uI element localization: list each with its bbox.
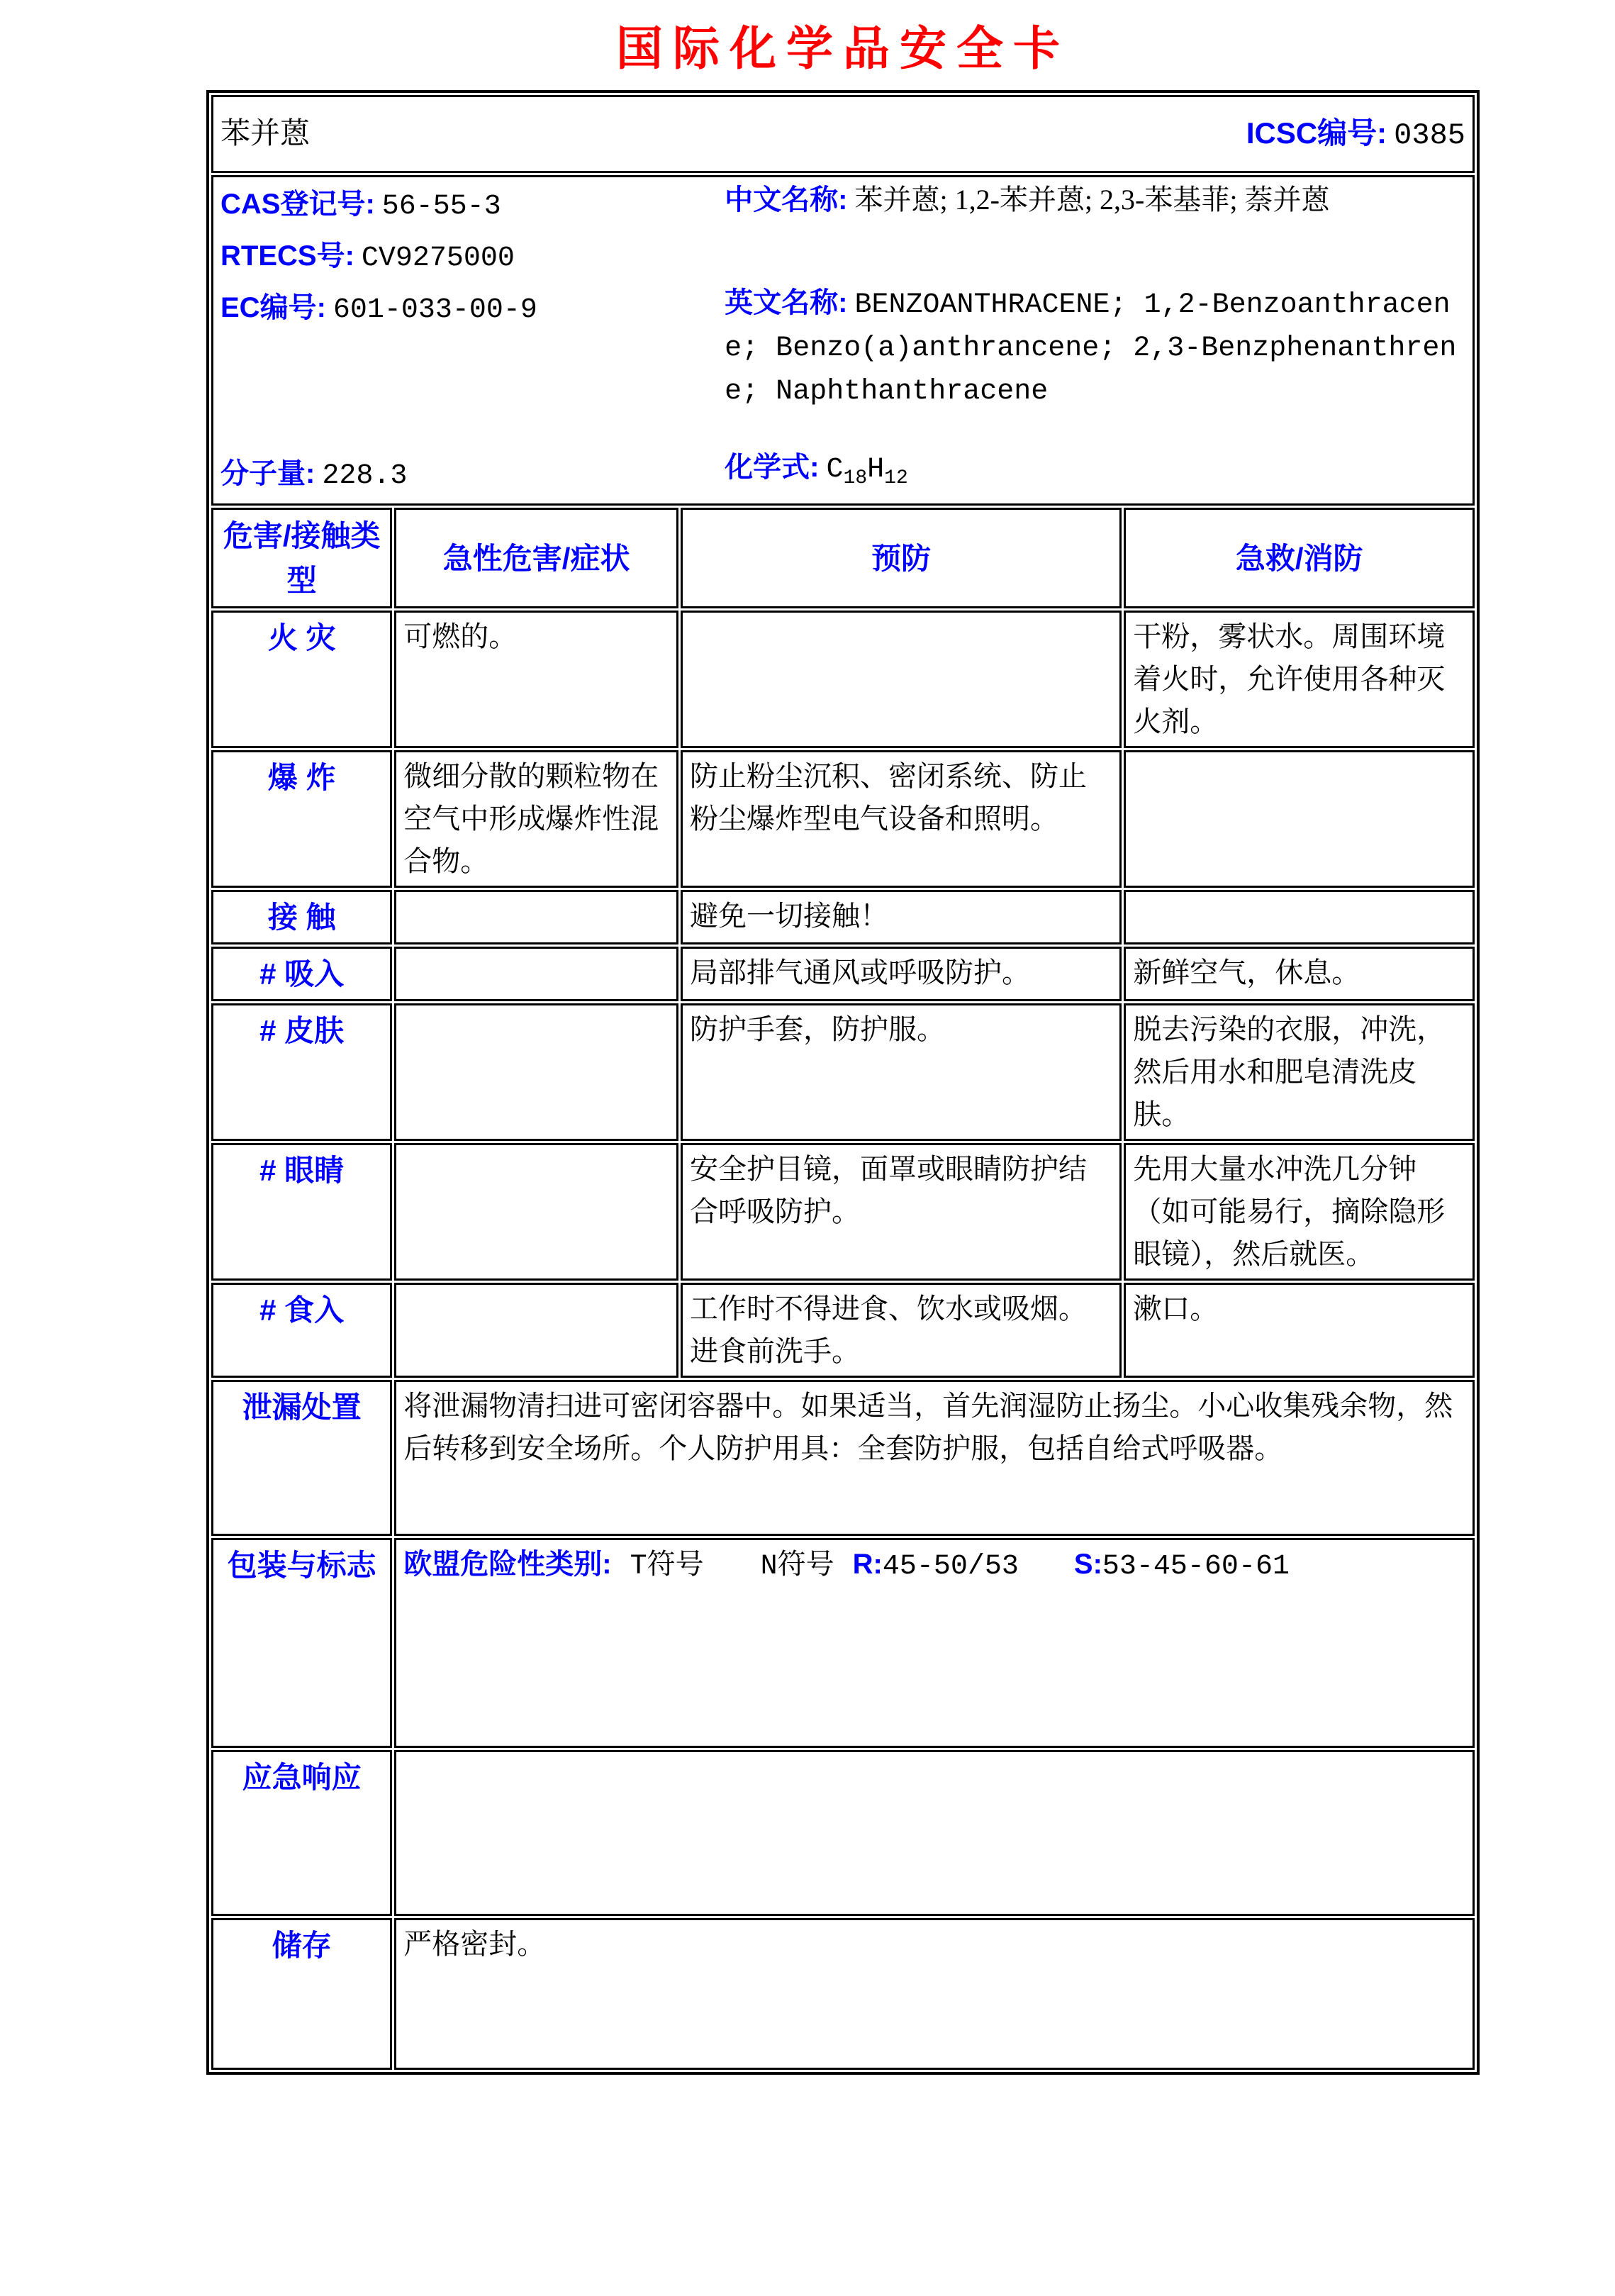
- emergency-response-content: [394, 1750, 1475, 1916]
- inhalation-first-aid: 新鲜空气，休息。: [1124, 947, 1475, 1001]
- contact-first-aid: [1124, 890, 1475, 944]
- table-row-fire: [211, 611, 1475, 748]
- header-row: [211, 95, 1475, 173]
- icsc-value: 0385: [1394, 118, 1465, 152]
- english-name-value: BENZOANTHRACENE; 1,2-Benzoanthracene; Benzo(a)anthrancene; 2,3-Benzphenanthrene; Naphthanthracene: [725, 289, 1457, 408]
- packaging-content: [394, 1538, 1475, 1748]
- spill-disposal-content: 将泄漏物清扫进可密闭容器中。如果适当，首先润湿防止扬尘。小心收集残余物，然后转移到安全场所。个人防护用具：全套防护服，包括自给式呼吸器。: [394, 1380, 1475, 1536]
- ingestion-prevention: 工作时不得进食、饮水或吸烟。进食前洗手。: [681, 1283, 1122, 1378]
- contact-prevention: 避免一切接触！: [681, 890, 1122, 944]
- inhalation-symptoms: [394, 947, 678, 1001]
- chemical-formula-label: 化学式:: [725, 452, 820, 484]
- row-label-eyes: # 眼睛: [211, 1143, 392, 1281]
- eu-n-symbol: N符号: [760, 1551, 834, 1583]
- eu-t-symbol: T符号: [630, 1551, 704, 1583]
- row-label-inhalation: # 吸入: [211, 947, 392, 1001]
- eyes-first-aid: 先用大量水冲洗几分钟（如可能易行，摘除隐形眼镜），然后就医。: [1124, 1143, 1475, 1281]
- hazard-header-symptoms: 急性危害/症状: [394, 508, 678, 608]
- row-label-fire: 火 灾: [211, 611, 392, 748]
- header-cell: [211, 95, 1475, 173]
- info-row: [211, 175, 1475, 506]
- icsc-card-page: [206, 21, 1480, 2075]
- eu-hazard-class-label: 欧盟危险性类别:: [403, 1549, 612, 1581]
- chemical-formula-line: [725, 446, 1465, 494]
- safety-card-table: [206, 90, 1480, 2075]
- cas-number-line: [220, 180, 725, 232]
- english-name-label: 英文名称:: [725, 287, 848, 319]
- chinese-name-paragraph: [725, 180, 1465, 221]
- hazard-header-firstaid: 急救/消防: [1124, 508, 1475, 608]
- molecular-weight-value: 228.3: [322, 460, 408, 493]
- hazard-header-prevention: 预防: [681, 508, 1122, 608]
- contact-symptoms: [394, 890, 678, 944]
- table-row-explosion: [211, 750, 1475, 888]
- skin-symptoms: [394, 1003, 678, 1141]
- english-name-paragraph: [725, 283, 1465, 412]
- explosion-prevention: 防止粉尘沉积、密闭系统、防止粉尘爆炸型电气设备和照明。: [681, 750, 1122, 888]
- table-row-contact: [211, 890, 1475, 944]
- explosion-first-aid: [1124, 750, 1475, 888]
- explosion-symptoms: 微细分散的颗粒物在空气中形成爆炸性混合物。: [394, 750, 678, 888]
- rtecs-value: CV9275000: [361, 243, 515, 275]
- ec-label: EC编号:: [220, 291, 326, 323]
- eu-hazard-class-line: [403, 1543, 1465, 1588]
- ingestion-first-aid: 漱口。: [1124, 1283, 1475, 1378]
- eu-r-phrases: R:45-50/53: [852, 1549, 1019, 1583]
- fire-symptoms: 可燃的。: [394, 611, 678, 748]
- skin-prevention: 防护手套，防护服。: [681, 1003, 1122, 1141]
- molecular-weight-line: [220, 452, 725, 498]
- icsc-number: [1246, 111, 1465, 158]
- row-label-emergency-response: 应急响应: [211, 1750, 392, 1916]
- row-label-contact: 接 触: [211, 890, 392, 944]
- inhalation-prevention: 局部排气通风或呼吸防护。: [681, 947, 1122, 1001]
- cas-value: 56-55-3: [381, 191, 501, 223]
- cas-label: CAS登记号:: [220, 189, 375, 221]
- row-label-storage: 储存: [211, 1918, 392, 2070]
- fire-prevention: [681, 611, 1122, 748]
- icsc-label: ICSC编号:: [1246, 116, 1387, 150]
- table-row-packaging: [211, 1538, 1475, 1748]
- row-label-explosion: 爆 炸: [211, 750, 392, 888]
- eu-s-phrases: S:53-45-60-61: [1073, 1549, 1290, 1583]
- chemical-formula-value: $C_{18}H_{12}$: [826, 454, 908, 490]
- row-label-spill-disposal: 泄漏处置: [211, 1380, 392, 1536]
- ingestion-symptoms: [394, 1283, 678, 1378]
- eyes-symptoms: [394, 1143, 678, 1281]
- substance-name: 苯并蒽: [220, 117, 311, 150]
- table-row-emergency-response: [211, 1750, 1475, 1916]
- skin-first-aid: 脱去污染的衣服，冲洗，然后用水和肥皂清洗皮肤。: [1124, 1003, 1475, 1141]
- row-label-skin: # 皮肤: [211, 1003, 392, 1141]
- table-row-ingestion: [211, 1283, 1475, 1378]
- fire-first-aid: 干粉，雾状水。周围环境着火时，允许使用各种灭火剂。: [1124, 611, 1475, 748]
- molecular-weight-label: 分子量:: [220, 458, 315, 490]
- table-row-inhalation: [211, 947, 1475, 1001]
- table-row-eyes: [211, 1143, 1475, 1281]
- row-label-ingestion: # 食入: [211, 1283, 392, 1378]
- rtecs-label: RTECS号:: [220, 240, 354, 272]
- chinese-name-label: 中文名称:: [725, 184, 848, 216]
- rtecs-number-line: [220, 232, 725, 284]
- ec-number-line: [220, 284, 725, 335]
- names-block: [725, 180, 1465, 501]
- eyes-prevention: 安全护目镜，面罩或眼睛防护结合呼吸防护。: [681, 1143, 1122, 1281]
- identifier-block: [220, 180, 725, 501]
- ec-value: 601-033-00-9: [332, 294, 537, 326]
- table-row-spill-disposal: [211, 1380, 1475, 1536]
- hazard-header-row: [211, 508, 1475, 608]
- chinese-name-value: 苯并蒽; 1,2-苯并蒽; 2,3-苯基菲; 萘并蒽: [854, 184, 1330, 216]
- table-row-skin: [211, 1003, 1475, 1141]
- storage-content: 严格密封。: [394, 1918, 1475, 2070]
- info-cell: [211, 175, 1475, 506]
- row-label-packaging: 包装与标志: [211, 1538, 392, 1748]
- hazard-header-type: 危害/接触类型: [211, 508, 392, 608]
- table-row-storage: [211, 1918, 1475, 2070]
- page-title: 国际化学品安全卡: [616, 21, 1070, 76]
